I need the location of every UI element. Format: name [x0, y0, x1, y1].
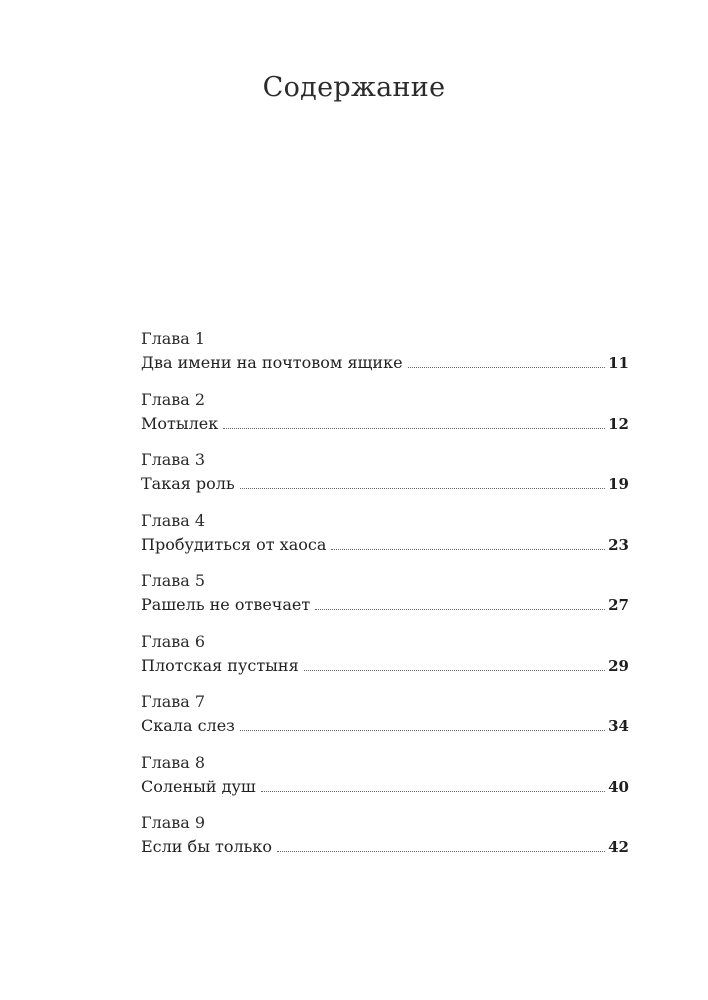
toc-entry[interactable] — [141, 754, 629, 815]
toc-line — [141, 475, 629, 493]
toc-entry[interactable] — [141, 633, 629, 694]
page-number[interactable]: 29 — [608, 656, 629, 675]
toc-entry[interactable] — [141, 451, 629, 512]
dot-leader — [315, 609, 605, 610]
toc-line — [141, 415, 629, 433]
dot-leader — [277, 851, 605, 852]
toc-entry[interactable] — [141, 693, 629, 754]
chapter-title[interactable]: Два имени на почтовом ящике — [141, 353, 403, 372]
chapter-label: Глава 4 — [141, 510, 206, 530]
chapter-title[interactable]: Плотская пустыня — [141, 655, 299, 675]
chapter-label: Глава 5 — [141, 571, 206, 590]
toc-line — [141, 354, 629, 372]
dot-leader — [304, 670, 605, 671]
toc-entry[interactable] — [141, 391, 629, 452]
chapter-title[interactable]: Если бы только — [141, 837, 272, 856]
chapter-label: Глава 1 — [141, 329, 206, 348]
dot-leader — [240, 488, 605, 489]
toc-line — [141, 778, 629, 796]
page-number[interactable]: 40 — [608, 777, 629, 796]
page-number[interactable]: 27 — [608, 596, 629, 614]
dot-leader — [331, 549, 605, 550]
table-of-contents — [141, 330, 629, 875]
page-number[interactable]: 19 — [608, 475, 629, 493]
dot-leader — [223, 428, 605, 429]
page-number[interactable]: 42 — [608, 838, 629, 856]
page-number[interactable]: 23 — [608, 535, 629, 554]
dot-leader — [408, 367, 606, 368]
toc-line — [141, 657, 629, 675]
chapter-title[interactable]: Рашель не отвечает — [141, 595, 311, 614]
chapter-title[interactable]: Соленый душ — [141, 776, 256, 796]
toc-entry[interactable] — [141, 330, 629, 391]
chapter-title[interactable]: Скала слез — [141, 716, 235, 735]
chapter-title[interactable]: Такая роль — [141, 474, 235, 493]
dot-leader — [261, 791, 605, 792]
page-number[interactable]: 12 — [608, 414, 629, 433]
chapter-label: Глава 2 — [141, 389, 206, 409]
page-number[interactable]: 11 — [608, 354, 629, 372]
toc-line — [141, 717, 629, 735]
chapter-label: Глава 3 — [141, 450, 206, 469]
toc-entry[interactable] — [141, 572, 629, 633]
page-number[interactable]: 34 — [608, 717, 629, 735]
chapter-label: Глава 7 — [141, 692, 206, 711]
page-title: Содержание — [262, 72, 446, 103]
toc-line — [141, 536, 629, 554]
chapter-label: Глава 8 — [141, 752, 206, 772]
toc-entry[interactable] — [141, 814, 629, 875]
chapter-label: Глава 6 — [141, 631, 206, 651]
toc-line — [141, 596, 629, 614]
toc-entry[interactable] — [141, 512, 629, 573]
toc-line — [141, 838, 629, 856]
chapter-label: Глава 9 — [141, 813, 206, 832]
chapter-title[interactable]: Мотылек — [141, 413, 219, 433]
chapter-title[interactable]: Пробудиться от хаоса — [141, 534, 327, 554]
dot-leader — [240, 730, 605, 731]
